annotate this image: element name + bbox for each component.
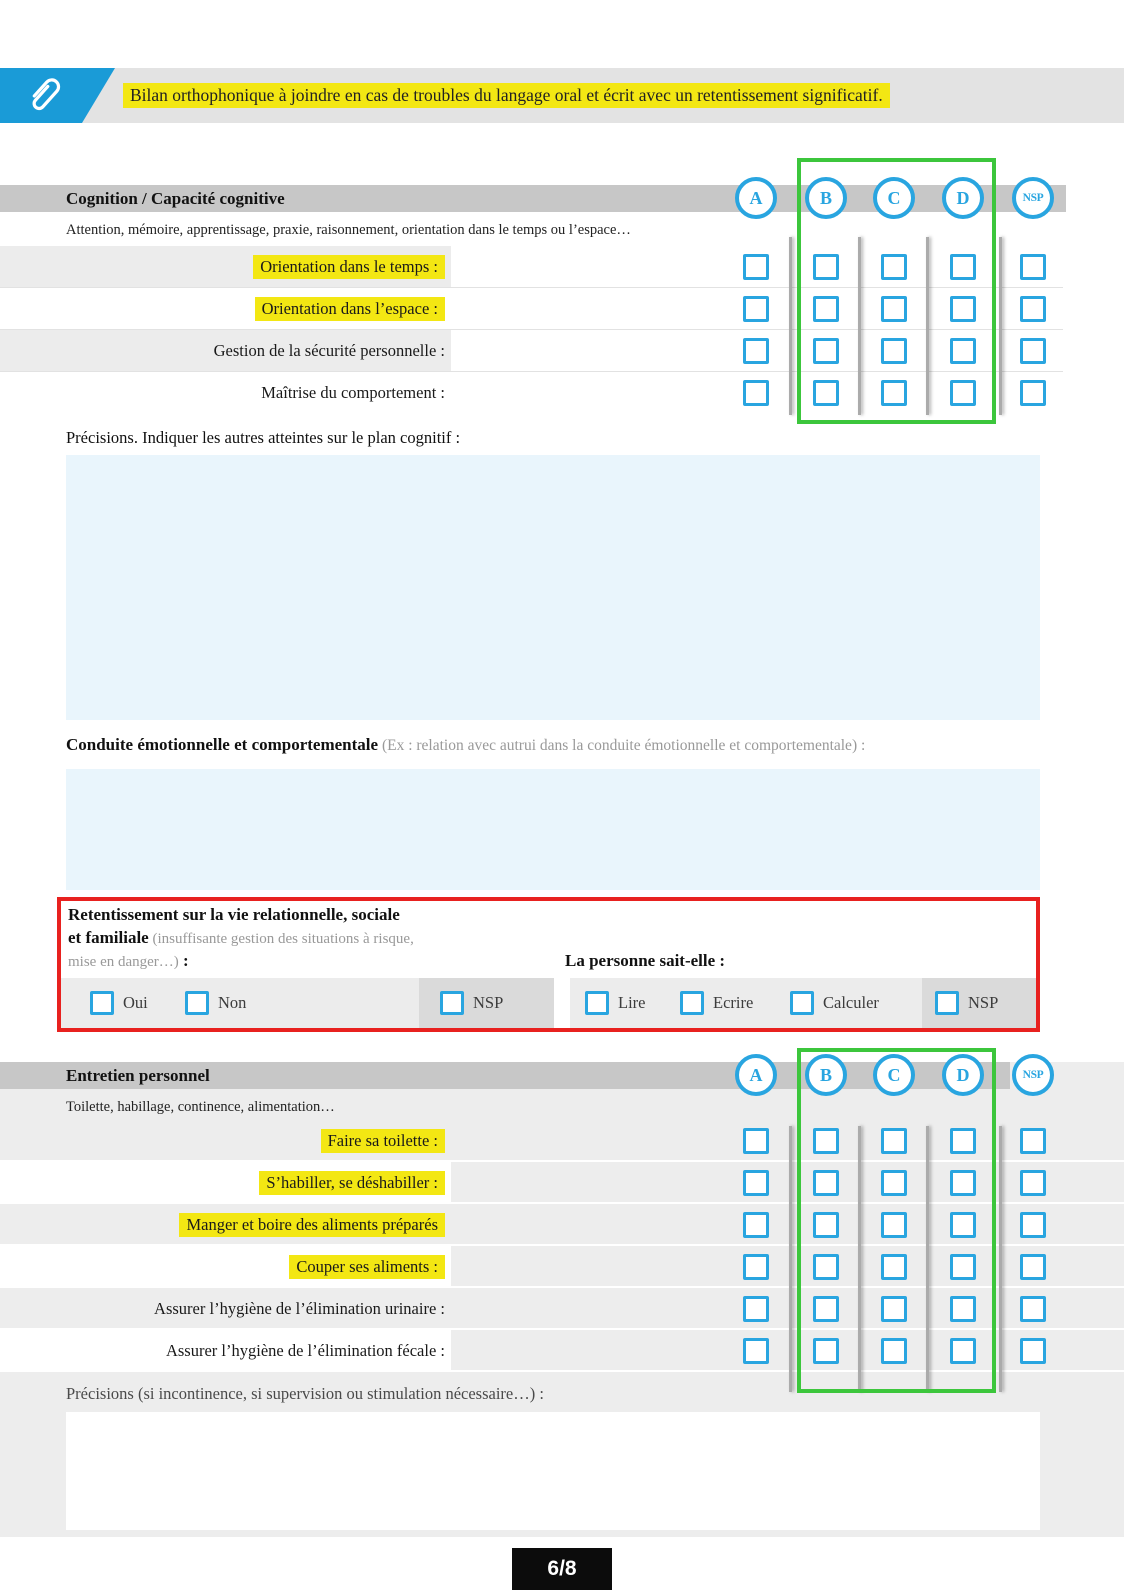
checkbox-oui[interactable] <box>90 991 114 1015</box>
checkbox-nsp[interactable] <box>1020 338 1046 364</box>
checkbox-nsp[interactable] <box>1020 296 1046 322</box>
checkbox-a[interactable] <box>743 1254 769 1280</box>
checkbox-nsp[interactable] <box>935 991 959 1015</box>
checkbox-a[interactable] <box>743 1170 769 1196</box>
column-header-c: C <box>873 177 915 219</box>
option-oui[interactable]: Oui <box>90 984 148 1022</box>
conduite-label-hint: (Ex : relation avec autrui dans la conduite émotionnelle et comportementale) : <box>378 737 866 754</box>
checkbox-lire[interactable] <box>585 991 609 1015</box>
option-nsp-right[interactable]: NSP <box>935 984 998 1022</box>
row-label: Orientation dans l’espace : <box>255 297 445 321</box>
column-divider <box>999 237 1002 415</box>
row-label: Faire sa toilette : <box>321 1129 445 1153</box>
row-label: Manger et boire des aliments préparés <box>179 1213 445 1237</box>
column-header-c: C <box>873 1054 915 1096</box>
row-label: Couper ses aliments : <box>289 1255 445 1279</box>
checkbox-non[interactable] <box>185 991 209 1015</box>
column-header-b: B <box>805 177 847 219</box>
option-lire[interactable]: Lire <box>585 984 645 1022</box>
row-label: Assurer l’hygiène de l’élimination urinaire : <box>154 1299 445 1318</box>
column-header-d: D <box>942 1054 984 1096</box>
green-frame-bcd <box>797 1048 996 1393</box>
column-header-nsp: NSP <box>1012 177 1054 219</box>
entretien-precisions-label: Précisions (si incontinence, si supervision ou stimulation nécessaire…) : <box>66 1384 544 1403</box>
column-header-b: B <box>805 1054 847 1096</box>
column-header-nsp: NSP <box>1012 1054 1054 1096</box>
checkbox-calculer[interactable] <box>790 991 814 1015</box>
conduite-label <box>66 735 865 755</box>
row-label: Gestion de la sécurité personnelle : <box>213 341 445 360</box>
checkbox-nsp[interactable] <box>440 991 464 1015</box>
checkbox-a[interactable] <box>743 296 769 322</box>
checkbox-nsp[interactable] <box>1020 1254 1046 1280</box>
paperclip-icon <box>16 68 70 123</box>
page-number-badge: 6/8 <box>512 1548 612 1590</box>
column-divider <box>789 237 792 415</box>
option-non[interactable]: Non <box>185 984 246 1022</box>
checkbox-a[interactable] <box>743 338 769 364</box>
checkbox-nsp[interactable] <box>1020 1296 1046 1322</box>
retentissement-title-line1: Retentissement sur la vie relationnelle, sociale <box>68 905 400 924</box>
banner-note-text: Bilan orthophonique à joindre en cas de troubles du langage oral et écrit avec un retentissement significatif. <box>123 83 890 108</box>
column-header-d: D <box>942 177 984 219</box>
entretien-subtitle: Toilette, habillage, continence, alimentation… <box>66 1099 335 1115</box>
question-sait-elle: La personne sait-elle : <box>565 951 726 970</box>
checkbox-a[interactable] <box>743 380 769 406</box>
row-label: Orientation dans le temps : <box>253 255 445 279</box>
checkbox-a[interactable] <box>743 1296 769 1322</box>
banner-flag <box>0 68 118 123</box>
option-ecrire[interactable]: Ecrire <box>680 984 753 1022</box>
entretien-precisions-textarea[interactable] <box>66 1412 1040 1530</box>
row-label: Maîtrise du comportement : <box>261 383 445 402</box>
checkbox-a[interactable] <box>743 1338 769 1364</box>
checkbox-nsp[interactable] <box>1020 1128 1046 1154</box>
row-label: Assurer l’hygiène de l’élimination fécale : <box>165 1341 445 1360</box>
option-nsp-left[interactable]: NSP <box>440 984 503 1022</box>
checkbox-ecrire[interactable] <box>680 991 704 1015</box>
retentissement-box <box>57 897 1040 1032</box>
attachment-banner <box>0 68 1124 123</box>
column-divider <box>999 1126 1002 1392</box>
checkbox-nsp[interactable] <box>1020 254 1046 280</box>
checkbox-nsp[interactable] <box>1020 380 1046 406</box>
option-calculer[interactable]: Calculer <box>790 984 879 1022</box>
entretien-title: Entretien personnel <box>66 1065 210 1085</box>
cognition-title: Cognition / Capacité cognitive <box>66 188 285 208</box>
row-label: S’habiller, se déshabiller : <box>259 1171 445 1195</box>
retentissement-title-line3: mise en danger…) : <box>68 951 189 970</box>
cognition-precisions-label: Précisions. Indiquer les autres atteintes sur le plan cognitif : <box>66 428 461 447</box>
cognition-precisions-textarea[interactable] <box>66 455 1040 720</box>
checkbox-nsp[interactable] <box>1020 1338 1046 1364</box>
checkbox-a[interactable] <box>743 1128 769 1154</box>
checkbox-nsp[interactable] <box>1020 1170 1046 1196</box>
banner-note <box>123 68 890 123</box>
retentissement-title-line2: et familiale (insuffisante gestion des situations à risque, <box>68 928 414 947</box>
conduite-label-bold: Conduite émotionnelle et comportementale <box>66 735 379 754</box>
checkbox-a[interactable] <box>743 1212 769 1238</box>
column-divider <box>789 1126 792 1392</box>
column-header-a: A <box>735 1054 777 1096</box>
checkbox-nsp[interactable] <box>1020 1212 1046 1238</box>
checkbox-a[interactable] <box>743 254 769 280</box>
column-header-a: A <box>735 177 777 219</box>
cognition-subtitle: Attention, mémoire, apprentissage, praxie, raisonnement, orientation dans le temps ou l’espace… <box>66 222 631 238</box>
conduite-textarea[interactable] <box>66 769 1040 890</box>
